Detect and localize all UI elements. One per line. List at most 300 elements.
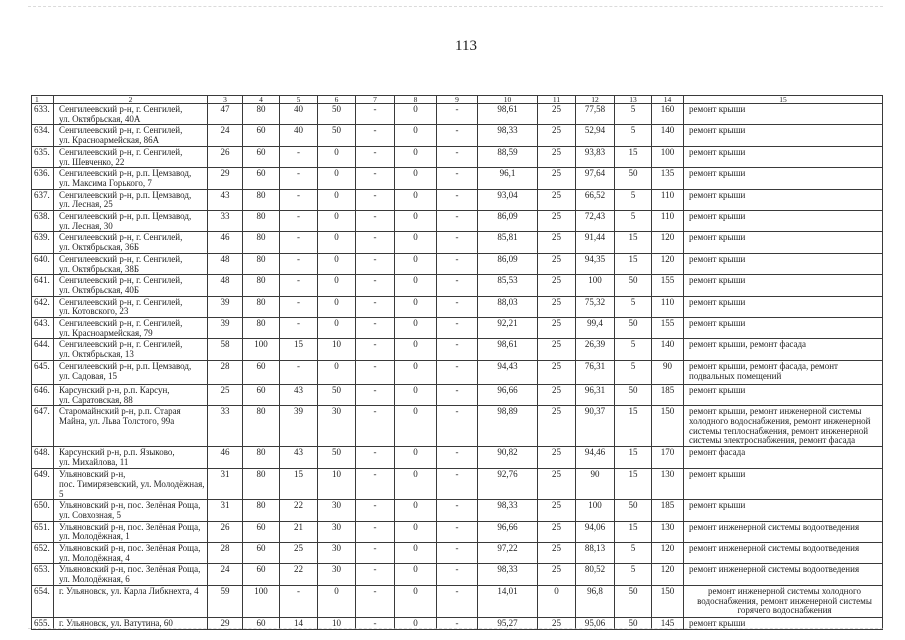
value-cell: 60 <box>243 146 280 167</box>
scan-edge-top <box>28 6 883 7</box>
address-cell: Сенгилеевский р-н, г. Сенгилей, ул. Котовского, 23 <box>54 296 208 317</box>
value-cell: 140 <box>652 125 684 146</box>
value-cell: 5 <box>615 296 652 317</box>
value-cell: 50 <box>615 500 652 521</box>
value-cell: 25 <box>538 168 576 189</box>
value-cell: 25 <box>538 447 576 469</box>
value-cell: 80 <box>243 189 280 210</box>
value-cell: - <box>280 296 318 317</box>
value-cell: 59 <box>208 585 243 617</box>
value-cell: 25 <box>538 275 576 296</box>
table-header <box>32 96 883 104</box>
value-cell: 14,01 <box>478 585 538 617</box>
value-cell: 40 <box>280 104 318 125</box>
value-cell: 10 <box>318 339 356 360</box>
address-cell: Сенгилеевский р-н, г. Сенгилей, ул. Красноармейская, 86А <box>54 125 208 146</box>
works-description-cell: ремонт крыши <box>684 253 883 274</box>
value-cell: 0 <box>395 406 437 447</box>
item-number-cell: 653. <box>32 564 54 585</box>
value-cell: 25 <box>538 146 576 167</box>
item-number-cell: 636. <box>32 168 54 189</box>
value-cell: 28 <box>208 543 243 564</box>
value-cell: - <box>356 469 395 500</box>
works-description-cell: ремонт крыши, ремонт фасада <box>684 339 883 360</box>
address-cell: Ульяновский р-н, пос. Зелёная Роща, ул. Молодёжная, 4 <box>54 543 208 564</box>
works-description-cell: ремонт крыши <box>684 232 883 253</box>
value-cell: 0 <box>395 104 437 125</box>
value-cell: 100 <box>652 146 684 167</box>
value-cell: 0 <box>318 275 356 296</box>
value-cell: - <box>280 232 318 253</box>
value-cell: 95,06 <box>576 617 615 629</box>
value-cell: 86,09 <box>478 253 538 274</box>
value-cell: 120 <box>652 253 684 274</box>
works-description-cell: ремонт крыши <box>684 296 883 317</box>
value-cell: 25 <box>538 232 576 253</box>
address-cell: Ульяновский р-н, пос. Зелёная Роща, ул. Совхозная, 5 <box>54 500 208 521</box>
value-cell: - <box>280 253 318 274</box>
value-cell: 94,46 <box>576 447 615 469</box>
value-cell: 60 <box>243 168 280 189</box>
value-cell: 29 <box>208 617 243 629</box>
item-number-cell: 640. <box>32 253 54 274</box>
value-cell: 25 <box>538 339 576 360</box>
value-cell: 135 <box>652 168 684 189</box>
value-cell: 130 <box>652 469 684 500</box>
value-cell: 93,83 <box>576 146 615 167</box>
value-cell: - <box>356 211 395 232</box>
value-cell: 80 <box>243 211 280 232</box>
value-cell: 10 <box>318 617 356 629</box>
value-cell: 90 <box>652 360 684 384</box>
value-cell: 15 <box>615 521 652 542</box>
item-number-cell: 645. <box>32 360 54 384</box>
value-cell: - <box>356 521 395 542</box>
value-cell: 30 <box>318 564 356 585</box>
works-description-cell: ремонт крыши <box>684 168 883 189</box>
table-body <box>32 104 883 630</box>
column-number-header: 11 <box>538 96 576 104</box>
item-number-cell: 648. <box>32 447 54 469</box>
address-cell: Сенгилеевский р-н, г. Сенгилей, ул. Октябрьская, 38Б <box>54 253 208 274</box>
value-cell: 130 <box>652 521 684 542</box>
value-cell: 25 <box>538 125 576 146</box>
value-cell: 97,22 <box>478 543 538 564</box>
item-number-cell: 654. <box>32 585 54 617</box>
value-cell: 100 <box>243 585 280 617</box>
works-description-cell: ремонт крыши <box>684 211 883 232</box>
table-row <box>32 585 883 617</box>
value-cell: 72,43 <box>576 211 615 232</box>
value-cell: 22 <box>280 564 318 585</box>
value-cell: - <box>356 617 395 629</box>
value-cell: 120 <box>652 564 684 585</box>
column-number-header: 4 <box>243 96 280 104</box>
value-cell: 60 <box>243 521 280 542</box>
item-number-cell: 643. <box>32 318 54 339</box>
column-number-header: 15 <box>684 96 883 104</box>
value-cell: 90,82 <box>478 447 538 469</box>
address-cell: Сенгилеевский р-н, г. Сенгилей, ул. Октябрьская, 40А <box>54 104 208 125</box>
value-cell: 39 <box>208 296 243 317</box>
works-description-cell: ремонт крыши <box>684 318 883 339</box>
table-row <box>32 360 883 384</box>
value-cell: 110 <box>652 296 684 317</box>
value-cell: 0 <box>395 253 437 274</box>
value-cell: 0 <box>395 360 437 384</box>
value-cell: 26 <box>208 521 243 542</box>
value-cell: 5 <box>615 339 652 360</box>
table-row <box>32 384 883 405</box>
value-cell: 94,43 <box>478 360 538 384</box>
value-cell: 30 <box>318 406 356 447</box>
value-cell: - <box>437 617 478 629</box>
value-cell: 100 <box>576 275 615 296</box>
value-cell: 80 <box>243 318 280 339</box>
value-cell: 0 <box>318 253 356 274</box>
item-number-cell: 641. <box>32 275 54 296</box>
value-cell: - <box>356 125 395 146</box>
value-cell: - <box>356 360 395 384</box>
value-cell: - <box>280 275 318 296</box>
value-cell: - <box>437 585 478 617</box>
value-cell: 15 <box>615 447 652 469</box>
table-row <box>32 211 883 232</box>
address-cell: Ульяновский р-н, пос. Зелёная Роща, ул. Молодёжная, 1 <box>54 521 208 542</box>
column-number-header: 3 <box>208 96 243 104</box>
value-cell: 0 <box>395 211 437 232</box>
value-cell: 0 <box>395 500 437 521</box>
item-number-cell: 638. <box>32 211 54 232</box>
value-cell: 25 <box>538 189 576 210</box>
item-number-cell: 647. <box>32 406 54 447</box>
value-cell: 15 <box>615 146 652 167</box>
value-cell: 50 <box>318 125 356 146</box>
value-cell: 15 <box>615 469 652 500</box>
table-row <box>32 339 883 360</box>
value-cell: 5 <box>615 211 652 232</box>
value-cell: 0 <box>395 521 437 542</box>
value-cell: 91,44 <box>576 232 615 253</box>
value-cell: 50 <box>615 384 652 405</box>
value-cell: 96,1 <box>478 168 538 189</box>
value-cell: 88,59 <box>478 146 538 167</box>
value-cell: 25 <box>208 384 243 405</box>
value-cell: 43 <box>208 189 243 210</box>
value-cell: 98,61 <box>478 104 538 125</box>
value-cell: 60 <box>243 125 280 146</box>
item-number-cell: 639. <box>32 232 54 253</box>
value-cell: 0 <box>318 360 356 384</box>
value-cell: 80 <box>243 104 280 125</box>
column-number-header: 10 <box>478 96 538 104</box>
table-row <box>32 253 883 274</box>
value-cell: - <box>437 189 478 210</box>
value-cell: - <box>356 296 395 317</box>
value-cell: 25 <box>538 318 576 339</box>
value-cell: 0 <box>395 339 437 360</box>
works-description-cell: ремонт крыши, ремонт инженерной системы холодного водоснабжения, ремонт инженерной системы теплоснабжения, ремонт инженерной системы электроснабжения, ремонт фасада <box>684 406 883 447</box>
value-cell: 80 <box>243 406 280 447</box>
value-cell: 40 <box>280 125 318 146</box>
address-cell: г. Ульяновск, ул. Карла Либкнехта, 4 <box>54 585 208 617</box>
item-number-cell: 652. <box>32 543 54 564</box>
value-cell: 150 <box>652 406 684 447</box>
value-cell: 160 <box>652 104 684 125</box>
value-cell: 22 <box>280 500 318 521</box>
value-cell: - <box>437 360 478 384</box>
value-cell: 28 <box>208 360 243 384</box>
value-cell: 92,76 <box>478 469 538 500</box>
address-cell: Сенгилеевский р-н, р.п. Цемзавод, ул. Садовая, 15 <box>54 360 208 384</box>
value-cell: 50 <box>615 585 652 617</box>
value-cell: 25 <box>538 521 576 542</box>
value-cell: 155 <box>652 275 684 296</box>
value-cell: 48 <box>208 275 243 296</box>
address-cell: г. Ульяновск, ул. Ватутина, 60 <box>54 617 208 629</box>
value-cell: 100 <box>243 339 280 360</box>
item-number-cell: 634. <box>32 125 54 146</box>
column-number-header: 6 <box>318 96 356 104</box>
value-cell: 155 <box>652 318 684 339</box>
value-cell: 80 <box>243 469 280 500</box>
value-cell: 25 <box>538 500 576 521</box>
works-description-cell: ремонт инженерной системы водоотведения <box>684 521 883 542</box>
value-cell: 93,04 <box>478 189 538 210</box>
column-number-header: 1 <box>32 96 54 104</box>
value-cell: - <box>437 125 478 146</box>
value-cell: - <box>280 189 318 210</box>
value-cell: - <box>356 564 395 585</box>
value-cell: 0 <box>395 232 437 253</box>
value-cell: - <box>437 543 478 564</box>
item-number-cell: 649. <box>32 469 54 500</box>
value-cell: - <box>437 211 478 232</box>
value-cell: - <box>437 469 478 500</box>
value-cell: 98,33 <box>478 125 538 146</box>
value-cell: 77,58 <box>576 104 615 125</box>
value-cell: 50 <box>615 318 652 339</box>
address-cell: Ульяновский р-н, пос. Зелёная Роща, ул. Молодёжная, 6 <box>54 564 208 585</box>
value-cell: 96,66 <box>478 521 538 542</box>
value-cell: - <box>437 500 478 521</box>
value-cell: - <box>356 406 395 447</box>
value-cell: 0 <box>395 275 437 296</box>
address-cell: Сенгилеевский р-н, р.п. Цемзавод, ул. Лесная, 30 <box>54 211 208 232</box>
works-description-cell: ремонт крыши <box>684 104 883 125</box>
value-cell: 10 <box>318 469 356 500</box>
value-cell: 50 <box>318 384 356 405</box>
value-cell: 25 <box>538 406 576 447</box>
value-cell: 96,31 <box>576 384 615 405</box>
value-cell: 140 <box>652 339 684 360</box>
works-description-cell: ремонт крыши <box>684 146 883 167</box>
value-cell: 110 <box>652 211 684 232</box>
value-cell: 120 <box>652 543 684 564</box>
value-cell: 46 <box>208 232 243 253</box>
address-cell: Карсунский р-н, р.п. Языково, ул. Михайлова, 11 <box>54 447 208 469</box>
value-cell: 39 <box>280 406 318 447</box>
value-cell: 99,4 <box>576 318 615 339</box>
value-cell: 86,09 <box>478 211 538 232</box>
value-cell: 94,35 <box>576 253 615 274</box>
address-cell: Сенгилеевский р-н, г. Сенгилей, ул. Октябрьская, 36Б <box>54 232 208 253</box>
table-row <box>32 564 883 585</box>
value-cell: 5 <box>615 360 652 384</box>
works-description-cell: ремонт инженерной системы водоотведения <box>684 564 883 585</box>
value-cell: 88,13 <box>576 543 615 564</box>
value-cell: 80 <box>243 275 280 296</box>
value-cell: - <box>280 168 318 189</box>
value-cell: 5 <box>615 543 652 564</box>
value-cell: 52,94 <box>576 125 615 146</box>
value-cell: 25 <box>538 564 576 585</box>
value-cell: 43 <box>280 384 318 405</box>
value-cell: 170 <box>652 447 684 469</box>
works-description-cell: ремонт крыши <box>684 469 883 500</box>
value-cell: - <box>356 500 395 521</box>
value-cell: 0 <box>395 318 437 339</box>
value-cell: 30 <box>318 543 356 564</box>
value-cell: - <box>437 168 478 189</box>
value-cell: 60 <box>243 543 280 564</box>
value-cell: 0 <box>318 585 356 617</box>
value-cell: 90,37 <box>576 406 615 447</box>
value-cell: 0 <box>395 447 437 469</box>
value-cell: 90 <box>576 469 615 500</box>
value-cell: 31 <box>208 500 243 521</box>
value-cell: - <box>356 146 395 167</box>
scan-edge-bottom <box>28 628 883 629</box>
table-row <box>32 232 883 253</box>
works-description-cell: ремонт крыши <box>684 189 883 210</box>
value-cell: 15 <box>280 469 318 500</box>
value-cell: 0 <box>318 296 356 317</box>
value-cell: 15 <box>615 406 652 447</box>
value-cell: - <box>280 211 318 232</box>
works-description-cell: ремонт крыши <box>684 500 883 521</box>
value-cell: 26 <box>208 146 243 167</box>
works-description-cell: ремонт фасада <box>684 447 883 469</box>
column-numbers-row <box>32 96 883 104</box>
value-cell: 185 <box>652 384 684 405</box>
item-number-cell: 633. <box>32 104 54 125</box>
address-cell: Сенгилеевский р-н, г. Сенгилей, ул. Октябрьская, 40Б <box>54 275 208 296</box>
value-cell: 5 <box>615 104 652 125</box>
value-cell: - <box>437 339 478 360</box>
value-cell: 120 <box>652 232 684 253</box>
value-cell: 98,89 <box>478 406 538 447</box>
value-cell: 0 <box>318 232 356 253</box>
column-number-header: 13 <box>615 96 652 104</box>
value-cell: 80,52 <box>576 564 615 585</box>
item-number-cell: 655. <box>32 617 54 629</box>
value-cell: 0 <box>318 211 356 232</box>
value-cell: 80 <box>243 500 280 521</box>
column-number-header: 8 <box>395 96 437 104</box>
value-cell: 5 <box>615 189 652 210</box>
value-cell: 94,06 <box>576 521 615 542</box>
value-cell: 25 <box>538 211 576 232</box>
value-cell: - <box>437 564 478 585</box>
value-cell: - <box>356 275 395 296</box>
item-number-cell: 637. <box>32 189 54 210</box>
value-cell: 47 <box>208 104 243 125</box>
item-number-cell: 646. <box>32 384 54 405</box>
value-cell: 25 <box>538 296 576 317</box>
value-cell: 25 <box>538 469 576 500</box>
column-number-header: 2 <box>54 96 208 104</box>
value-cell: 150 <box>652 585 684 617</box>
value-cell: 29 <box>208 168 243 189</box>
value-cell: 39 <box>208 318 243 339</box>
address-cell: Сенгилеевский р-н, р.п. Цемзавод, ул. Лесная, 25 <box>54 189 208 210</box>
table-row <box>32 125 883 146</box>
value-cell: 92,21 <box>478 318 538 339</box>
value-cell: - <box>280 585 318 617</box>
value-cell: 145 <box>652 617 684 629</box>
value-cell: 0 <box>395 384 437 405</box>
address-cell: Старомайнский р-н, р.п. Старая Майна, ул. Льва Толстого, 99а <box>54 406 208 447</box>
table-row <box>32 406 883 447</box>
column-number-header: 7 <box>356 96 395 104</box>
value-cell: 21 <box>280 521 318 542</box>
works-description-cell: ремонт инженерной системы водоотведения <box>684 543 883 564</box>
value-cell: - <box>356 189 395 210</box>
table-row <box>32 500 883 521</box>
value-cell: - <box>280 146 318 167</box>
value-cell: 33 <box>208 211 243 232</box>
value-cell: 0 <box>395 469 437 500</box>
value-cell: 30 <box>318 521 356 542</box>
value-cell: - <box>437 521 478 542</box>
value-cell: 95,27 <box>478 617 538 629</box>
value-cell: - <box>437 104 478 125</box>
value-cell: 50 <box>615 275 652 296</box>
value-cell: 98,61 <box>478 339 538 360</box>
value-cell: 15 <box>615 232 652 253</box>
value-cell: - <box>356 168 395 189</box>
value-cell: 25 <box>538 104 576 125</box>
value-cell: 0 <box>395 125 437 146</box>
value-cell: 50 <box>318 104 356 125</box>
value-cell: 24 <box>208 125 243 146</box>
value-cell: 85,53 <box>478 275 538 296</box>
value-cell: 25 <box>538 253 576 274</box>
value-cell: - <box>356 384 395 405</box>
address-cell: Сенгилеевский р-н, г. Сенгилей, ул. Октябрьская, 13 <box>54 339 208 360</box>
value-cell: 80 <box>243 232 280 253</box>
works-description-cell: ремонт крыши <box>684 617 883 629</box>
column-number-header: 14 <box>652 96 684 104</box>
value-cell: 0 <box>395 168 437 189</box>
value-cell: 66,52 <box>576 189 615 210</box>
value-cell: 96,66 <box>478 384 538 405</box>
value-cell: 0 <box>318 146 356 167</box>
value-cell: 96,8 <box>576 585 615 617</box>
value-cell: - <box>437 146 478 167</box>
value-cell: - <box>437 384 478 405</box>
works-description-cell: ремонт крыши <box>684 384 883 405</box>
table-row <box>32 447 883 469</box>
works-description-cell: ремонт крыши <box>684 275 883 296</box>
value-cell: 0 <box>538 585 576 617</box>
value-cell: 25 <box>538 617 576 629</box>
value-cell: - <box>437 232 478 253</box>
value-cell: - <box>356 543 395 564</box>
item-number-cell: 650. <box>32 500 54 521</box>
value-cell: 110 <box>652 189 684 210</box>
